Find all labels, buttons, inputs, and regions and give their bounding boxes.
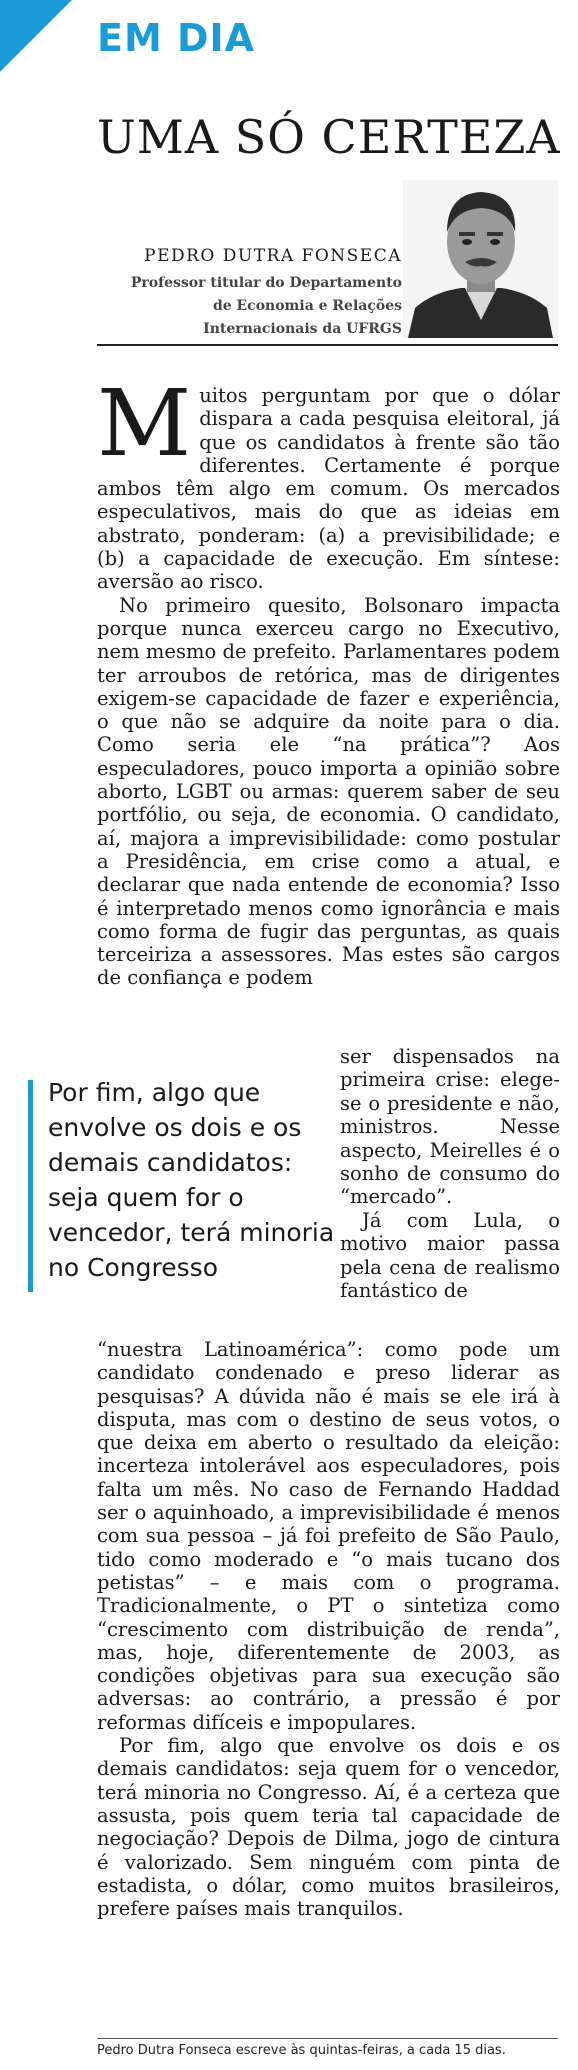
corner-accent	[0, 0, 72, 72]
paragraph-3-rest: “nuestra Latinoamérica”: como pode um candidato condenado e preso liderar as pesquisas? A dúvida não é mais se ele irá à disputa, mas com o destino de seus votos, o que deixa em aberto o resultado da eleição: incerteza intolerável aos especuladores, pois falta um mês. No caso de Fernando Haddad ser o aquinhoado, a imprevisibilidade é menos com sua pessoa – já foi prefeito de São Paulo, tido como moderado e “o mais tucano dos petistas” – e mais com o programa. Tradicionalmente, o PT o sintetiza como “crescimento com distribuição de renda”, mas, hoje, diferentemente de 2003, as condições objetivas para sua execução são adversas: ao contrário, a pressão é por reformas difíceis e impopulares.	[97, 1338, 560, 1734]
author-block	[131, 246, 402, 341]
article-body-bottom	[97, 1338, 560, 1920]
author-photo	[403, 180, 558, 338]
article-body-narrow	[340, 1045, 560, 1302]
paragraph-2-continued: ser dispensados na primeira crise: elege-se o presidente e não, ministros. Nesse aspecto, Meirelles é o sonho de consumo do “mercado”.	[340, 1045, 560, 1209]
paragraph-3-start: Já com Lula, o motivo maior passa pela cena de realismo fantástico de	[340, 1208, 560, 1303]
article-body-top	[97, 370, 560, 990]
paragraph-4: Por fim, algo que envolve os dois e os demais candidatos: seja quem for o vencedor, terá minoria no Congresso. Aí, é a certeza que assusta, pois quem teria tal capacidade de negociação? Depois de Dilma, jogo de cintura é valorizado. Sem ninguém com pinta de estadista, o dólar, como muitos brasileiros, prefere países mais tranquilos.	[97, 1734, 560, 1921]
pullquote-bar	[28, 1080, 33, 1292]
author-footnote: Pedro Dutra Fonseca escreve às quintas-feiras, a cada 15 dias.	[97, 2043, 506, 2058]
author-name: PEDRO DUTRA FONSECA	[144, 246, 402, 266]
paragraph-1: uitos perguntam por que o dólar dispara a cada pesquisa eleitoral, já que os candidatos à frente são tão diferentes. Certamente é porque ambos têm algo em comum. Os mercados especulativos, mais do que as ideias em abstrato, ponderam: (a) a previsibilidade; e (b) a capacidade de execução. Em síntese: aversão ao risco.	[97, 384, 560, 594]
author-role-line-2: de Economia e Relações	[212, 298, 402, 314]
header-divider	[97, 344, 558, 346]
pullquote: Por fim, algo que envolve os dois e os demais candidatos: seja quem for o vencedor, terá minoria no Congresso	[48, 1078, 335, 1282]
paragraph-2: No primeiro quesito, Bolsonaro impacta porque nunca exerceu cargo no Executivo, nem mesmo de prefeito. Parlamentares podem ter arroubos de retórica, mas de dirigentes exigem-se capacidade de fazer e experiência, o que não se adquire da noite para o dia. Como seria ele “na prática”? Aos especuladores, pouco importa a opinião sobre aborto, LGBT ou armas: querem saber de seu portfólio, ou seja, de economia. O candidato, aí, majora a imprevisibilidade: como postular a Presidência, em crise como a atual, e declarar que nada entende de economia? Isso é interpretado menos como ignorância e mais como forma de fugir das perguntas, as quais terceiriza a assessores. Mas estes são cargos de confiança e podem	[97, 593, 560, 990]
headline: UMA SÓ CERTEZA	[97, 110, 561, 164]
author-role-line-1: Professor titular do Departamento	[130, 275, 402, 291]
author-role-line-3: Internacionais da UFRGS	[203, 321, 402, 337]
dropcap: M	[97, 370, 192, 477]
section-label: EM DIA	[97, 16, 256, 60]
footnote-divider	[97, 2038, 558, 2039]
